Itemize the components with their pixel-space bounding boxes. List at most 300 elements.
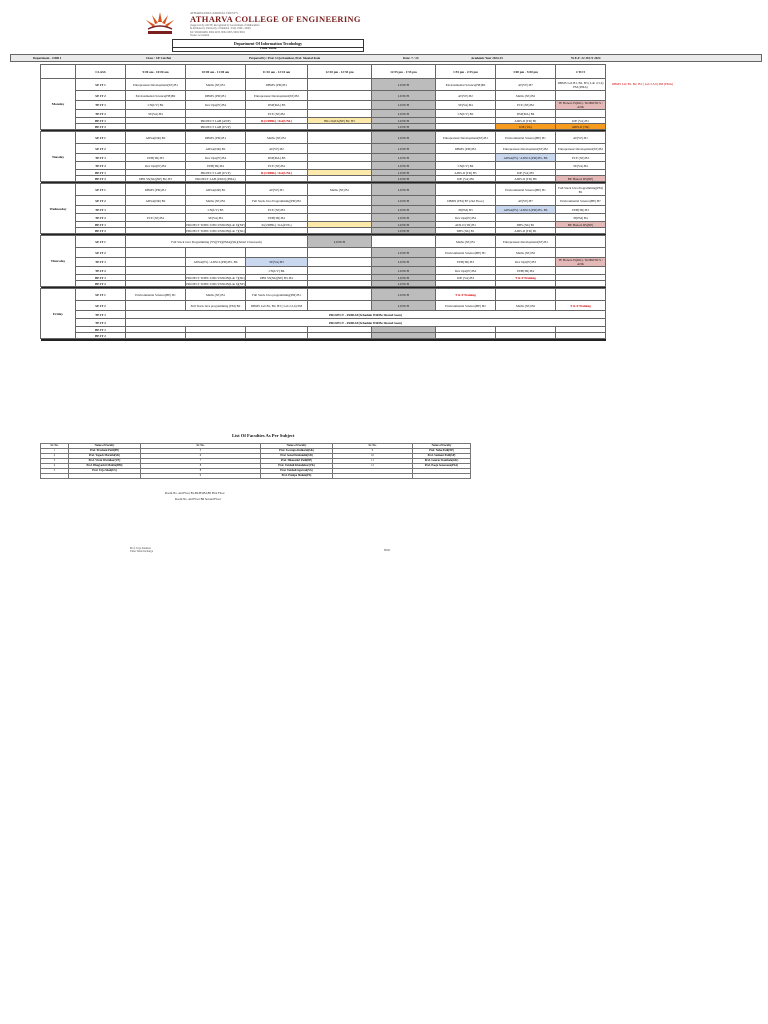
subject-cell: T & P Training <box>496 275 556 281</box>
subject-cell: Entrepreneur Development(SE) B2 <box>496 144 556 154</box>
class-cell: TE IT 2 <box>76 162 126 170</box>
time-slot-header: 10:00 am - 11:00 am <box>186 65 246 79</box>
subject-cell <box>126 267 186 275</box>
subject-cell: AT(VE) B1 <box>556 132 606 144</box>
trust-name: ATHARVA EDUCATIONAL TRUST'S <box>190 11 238 15</box>
faculty-cell: 10 <box>333 454 413 459</box>
lunch-cell: LUNCH <box>372 154 436 162</box>
timetable-row <box>41 236 606 248</box>
subject-cell: PROJECT TOPIC DISCUSSION(Lab 6)(NP) <box>186 222 245 227</box>
subject-cell <box>126 206 186 214</box>
subject-cell: Environmental Science(HE) B1 <box>496 184 556 196</box>
subject-cell: AIDS-II (TR) B5 <box>436 170 496 176</box>
faculty-cell <box>333 474 413 479</box>
subject-cell: Entrepreneur Development(SE) B1 <box>126 79 186 91</box>
timetable-row <box>41 91 606 101</box>
subject-cell: Maths (SE) B2 <box>496 91 556 101</box>
lunch-cell: LUNCH <box>372 170 436 176</box>
subject-cell <box>308 206 372 214</box>
subject-cell: SE(VA) B4 <box>436 101 496 110</box>
faculty-cell: 4 <box>41 464 69 469</box>
class-cell: SE IT 2 <box>76 196 126 206</box>
time-header-row <box>41 65 606 79</box>
subject-cell <box>496 214 556 222</box>
timetable-row <box>41 206 606 214</box>
faculty-cell: 9 <box>141 474 261 479</box>
subject-cell: EEB(TR) B3 <box>126 154 186 162</box>
faculty-cell: 1 <box>41 449 69 454</box>
timetable-row <box>41 144 606 154</box>
subject-cell: PCE (SE) B4 <box>126 214 186 222</box>
college-name: ATHARVA COLLEGE OF ENGINEERING <box>190 14 361 24</box>
subject-cell <box>308 196 372 206</box>
footer-prof-role: Time Table Incharge <box>130 550 154 553</box>
subject-cell: CN(UV) B2 <box>436 110 496 118</box>
subject-cell: PCE (SE) B3 <box>246 206 308 214</box>
semester-label: Department - ODD I <box>33 56 62 60</box>
faculty-cell: 5 <box>41 469 69 474</box>
subject-cell: Entrepreneur Development(SE) B2 <box>556 144 606 154</box>
subject-cell: IL(UDHK) / KA(UNL) <box>246 222 308 228</box>
lunch-cell: LUNCH <box>372 101 436 110</box>
subject-cell: EEB(TR) B4 <box>186 162 246 170</box>
college-logo <box>140 10 180 38</box>
subject-cell: CN(UV) B2 <box>126 101 186 110</box>
timetable-row <box>41 319 606 327</box>
subject-cell: PCE (SE) B2 <box>496 101 556 110</box>
subject-cell: Dev Ops(PJ) B4 <box>436 267 496 275</box>
subject-cell: TE Honors IS(KK) / ROBOTICS / ANK <box>556 258 606 267</box>
faculty-cell: 6 <box>141 454 261 459</box>
lunch-cell: LUNCH <box>372 267 436 275</box>
subject-cell <box>556 236 606 248</box>
time-slot-header: 9:00 am - 10:00 am <box>126 65 186 79</box>
lunch-cell: LUNCH <box>372 289 436 301</box>
lunch-cell: LUNCH <box>372 144 436 154</box>
lunch-cell: LUNCH <box>372 222 436 228</box>
subject-cell: PROJECT LAB (UKD) (PMA) <box>186 176 246 182</box>
subject-cell: DSP(MA) B3 <box>246 101 308 110</box>
subject-cell: DBS SS(SK)(NP) B2, B3 <box>126 176 186 182</box>
lunch-cell: LUNCH <box>372 301 436 311</box>
faculty-cell: Prof. Vaishali Agarwal(VA) <box>261 469 333 474</box>
lunch-cell: LUNCH <box>372 162 436 170</box>
faculty-header-cell: Name of Faculty <box>413 444 471 449</box>
subject-cell: Dev Ops(PJ) B4 <box>186 154 246 162</box>
class-cell: TE IT 1 <box>76 258 126 267</box>
lunch-cell: LUNCH <box>372 176 436 182</box>
subject-cell <box>436 184 496 196</box>
room-note-2: Room No. and Floor B6 Second Floor <box>175 497 221 501</box>
lunch-cell: LUNCH <box>372 248 436 258</box>
class-cell: TE IT 1 <box>76 101 126 110</box>
subject-cell: PCE (SE) B3 <box>556 154 606 162</box>
lunch-cell: LUNCH <box>372 281 436 287</box>
subject-cell: Maths (SE) B2 <box>186 196 246 206</box>
subject-cell: AIDS-II (TR) B1 <box>496 228 556 234</box>
day-cell: Friday <box>41 289 76 339</box>
faculty-cell: 3 <box>41 459 69 464</box>
time-slot-header: 12:10 pm - 12:55 pm <box>308 65 372 79</box>
timetable-row <box>41 289 606 301</box>
subject-cell: AIDS-II (TR) B1 <box>496 118 556 124</box>
wide-cell: PROJECT - FRIDAY(Schedule Will Be Shared Soon) <box>126 311 606 319</box>
subject-cell: T & P Training <box>556 301 606 311</box>
faculty-cell: Prof. Yogesh Maruthi(SK) <box>69 454 141 459</box>
effective-date: W.E.F: 22 JULY 2024 <box>571 56 601 60</box>
subject-cell <box>556 267 606 275</box>
faculty-header-cell: Sr. No. <box>41 444 69 449</box>
class-cell: BE IT 2 <box>76 333 126 339</box>
subject-cell: Entrepreneur Development(SE) B1 <box>436 132 496 144</box>
subject-cell: Dev Ops(PJ) B4 <box>436 214 496 222</box>
subject-cell: Maths (SE) B1 <box>436 236 496 248</box>
lunch-cell: LUNCH <box>308 236 372 248</box>
faculty-cell <box>69 474 141 479</box>
class-cell: BE IT 1 <box>76 275 126 281</box>
lunch-cell: LUNCH <box>372 214 436 222</box>
timetable-row <box>41 162 606 170</box>
subject-cell: SE(VA) B4 <box>186 214 246 222</box>
subject-cell: Environmental Science(HE) B1 <box>436 248 496 258</box>
subject-cell: Dev Ops(PJ) B4 <box>126 162 186 170</box>
subject-cell: SE(VA) B3 <box>246 258 308 267</box>
extra-slot-header: 4 TO 5 <box>556 65 606 79</box>
subject-cell: DBS (SK) B1 <box>496 222 556 228</box>
subject-cell: IOE (VA) B1 <box>556 118 606 124</box>
subject-cell <box>556 248 606 258</box>
day-cell: Wednesday <box>41 184 76 234</box>
timetable-title: Time Table <box>172 46 364 52</box>
day-cell: Monday <box>41 79 76 130</box>
subject-cell: IP(PM) B4 <box>556 214 606 222</box>
class-cell: SE IT 2 <box>76 91 126 101</box>
class-cell: BE IT 2 <box>76 176 126 182</box>
timetable-row <box>41 311 606 319</box>
subject-cell: AT(VE) B2 <box>436 91 496 101</box>
subject-cell <box>186 267 246 275</box>
class-cell: BE IT 1 <box>76 170 126 176</box>
wide-cell: Full Stack Java Programming (YS)(YS)(PMA)(SK)(Smart Classroom) <box>126 236 308 248</box>
academic-year: Academic Year 2024-25 <box>471 56 503 60</box>
subject-cell: Full Stack Java programming (PM) B2 <box>186 301 246 311</box>
info-bar <box>10 54 762 62</box>
day-separator <box>41 339 606 341</box>
faculty-row <box>41 474 471 479</box>
subject-cell: Maths (SE) B1 <box>186 79 246 91</box>
subject-cell: DBMS (PM) B2 <box>436 144 496 154</box>
subject-cell: IOE (VA) B5 <box>496 170 556 176</box>
class-cell: SE IT 1 <box>76 236 126 248</box>
day-separator-cell <box>41 339 606 341</box>
subject-cell: Full Stack Java programming(PM) B1 <box>246 289 308 301</box>
faculty-cell: Prof. Sonal Deshmukh(SD) <box>261 454 333 459</box>
subject-cell: EEB(TR) B3 <box>436 258 496 267</box>
subject-cell: Full Stack Java Programming(PM) B2 <box>246 196 308 206</box>
subject-cell <box>556 289 606 301</box>
faculty-cell: 9 <box>333 449 413 454</box>
timetable-row <box>41 101 606 110</box>
monday-extra-lab: DBMS Lab B1, B2, B3 ( Lab 2,5,6) PM (PMA) <box>612 82 674 86</box>
wide-cell: PROJECT - FRIDAY(Schedule Will Be Shared Soon) <box>126 319 606 327</box>
time-slot-header: 12:55 pm - 1:55 pm <box>372 65 436 79</box>
subject-cell: PROJECT TOPIC DISCUSSION(Lab 7)(SK) <box>186 275 245 280</box>
faculty-header-cell: Name of Faculty <box>261 444 333 449</box>
subject-cell <box>308 144 372 154</box>
subject-cell <box>246 248 308 258</box>
class-cell: BE IT 1 <box>76 222 126 228</box>
lunch-cell: LUNCH <box>372 206 436 214</box>
time-slot-header: 3:00 pm - 5:00 pm <box>496 65 556 79</box>
timetable-row <box>41 248 606 258</box>
faculty-table <box>40 443 471 479</box>
subject-cell: DBMS (PM) B1 <box>186 132 246 144</box>
class-cell: BE IT 2 <box>76 228 126 234</box>
subject-cell: Full Stack Java Programming(PM) B1 <box>556 184 606 196</box>
subject-cell <box>308 154 372 162</box>
class-cell: BE IT 1 <box>76 327 126 333</box>
subject-cell: Maths (SE) B1 <box>186 289 246 301</box>
faculty-cell <box>413 474 471 479</box>
faculty-cell: 5 <box>141 449 261 454</box>
faculty-header-cell: Sr. No. <box>333 444 413 449</box>
subject-cell: AIDS-II (TR) <box>556 124 606 130</box>
faculty-cell: 8 <box>141 469 261 474</box>
subject-cell <box>126 258 186 267</box>
subject-cell: PROJECT LAB (ANP) <box>186 118 246 124</box>
subject-cell: BE Honors DS(NP) <box>556 176 606 182</box>
subject-cell <box>496 162 556 170</box>
lunch-cell: LUNCH <box>372 124 436 130</box>
lunch-cell: LUNCH <box>372 258 436 267</box>
subject-cell <box>308 214 372 222</box>
subject-cell <box>436 154 496 162</box>
subject-cell <box>308 132 372 144</box>
lunch-cell: LUNCH <box>372 91 436 101</box>
subject-cell: DBS SS(SK)(NP) B3, B4 <box>246 275 308 281</box>
class-cell: SE IT 2 <box>76 144 126 154</box>
blank-header <box>41 65 76 79</box>
faculty-cell: Prof. Dhanashri Patil(DP) <box>261 459 333 464</box>
day-cell: Tuesday <box>41 132 76 182</box>
subject-cell <box>556 110 606 118</box>
subject-cell: ADS-II (TR) B1 <box>436 222 496 228</box>
class-cell: TE IT 2 <box>76 267 126 275</box>
lunch-cell: LUNCH <box>372 228 436 234</box>
class-cell: SE IT 2 <box>76 248 126 258</box>
faculty-cell: 8 <box>141 464 261 469</box>
date-label: Date: 7 / 24 <box>403 56 419 60</box>
subject-cell: ADSA(PS) / ADSCL(PM) B5, B6 <box>496 154 556 162</box>
timetable-row <box>41 154 606 162</box>
subject-cell: Environmental Science(HE)B2 <box>126 91 186 101</box>
subject-cell: EEB(TR) B3 <box>556 206 606 214</box>
subject-cell: Maths (SE) B1 <box>246 132 308 144</box>
subject-cell: ADSA(PS) / ADSCL(PM) B5, B6 <box>186 258 246 267</box>
subject-cell: DBMS (PM) B1 <box>126 184 186 196</box>
subject-cell: PCE (SE) B2 <box>246 110 308 118</box>
timetable-row <box>41 301 606 311</box>
subject-cell: Environmental Science(HE) B7 <box>556 196 606 206</box>
subject-cell: ADSA(DR) B2 <box>126 196 186 206</box>
subject-cell <box>308 258 372 267</box>
class-header: CLASS <box>76 65 126 79</box>
subject-cell: T & P Training <box>436 289 496 301</box>
subject-cell: DBS (SK) B1 <box>436 228 496 234</box>
footer-prof-name: Prof. Urja Kantkar <box>130 547 151 550</box>
class-label: Class : SE Cal-Bet <box>146 56 172 60</box>
subject-cell: PROJECT LAB (UVP) <box>186 124 246 130</box>
subject-cell: DBMS (PM) B1 <box>246 79 308 91</box>
faculty-cell: 11 <box>333 459 413 464</box>
class-cell: TE IT 2 <box>76 319 126 327</box>
subject-cell: ADSA(DR) B2 <box>126 132 186 144</box>
faculty-list-title: List Of Faculties As Per Subject <box>232 433 295 438</box>
subject-cell: PROJECT TOPIC DISCUSSION(Lab 6)(NP) <box>186 281 245 286</box>
subject-cell: Environmental Science(HE)B2 <box>436 79 496 91</box>
lunch-cell: LUNCH <box>372 79 436 91</box>
subject-cell <box>308 289 372 301</box>
faculty-cell: Prof. Swarupa Kulkarni(SK) <box>261 449 333 454</box>
faculty-cell: Prof. Pooja Sonawane(PSA) <box>413 464 471 469</box>
timetable-row <box>41 79 606 91</box>
subject-cell <box>308 101 372 110</box>
subject-cell: CN(UV) B4 <box>436 162 496 170</box>
faculty-cell: Prof. Pushpa Shukla(PS) <box>261 474 333 479</box>
timetable-row <box>41 196 606 206</box>
subject-cell: DBMS (PM) B7 (2nd Floor) <box>436 196 496 206</box>
subject-cell <box>308 91 372 101</box>
faculty-cell: 2 <box>41 454 69 459</box>
department-title: Department Of Information Tecnhology <box>172 39 364 48</box>
subject-cell: CN(UV) B3 <box>186 206 246 214</box>
subject-cell: TE Honors IS(KK) / ROBOTICS / ANK <box>556 101 606 110</box>
time-slot-header: 11:10 am - 12:10 am <box>246 65 308 79</box>
faculty-cell: Prof. Vivek Warulkar(VE) <box>69 459 141 464</box>
subject-cell <box>308 301 372 311</box>
subject-cell <box>308 267 372 275</box>
timetable-row <box>41 214 606 222</box>
class-cell: SE IT 1 <box>76 184 126 196</box>
faculty-cell: Prof. Gaurav Kambale(GK) <box>413 459 471 464</box>
subject-cell: AT(VE) B7 <box>496 196 556 206</box>
subject-cell: DSP(MA) B4 <box>496 110 556 118</box>
subject-cell <box>308 248 372 258</box>
faculty-cell: Prof. Vaishali Khandekar(VK) <box>261 464 333 469</box>
timetable-row <box>41 184 606 196</box>
faculty-header-cell: Sr. No. <box>141 444 261 449</box>
subject-cell <box>308 79 372 91</box>
subject-cell <box>186 110 246 118</box>
lunch-cell: LUNCH <box>372 110 436 118</box>
faculty-header-cell: Name of Faculty <box>69 444 141 449</box>
prepared-by: Prepared by: Prof. Urja Kantkar, Prof. Sheetal Kale <box>249 56 321 60</box>
class-cell: BE IT 1 <box>76 118 126 124</box>
subject-cell <box>496 289 556 301</box>
class-cell: SE IT 1 <box>76 132 126 144</box>
subject-cell: DBMS Lab B1, B2, B3 ( Lab 2,5,6) PM <box>246 301 308 311</box>
subject-cell: PROJECT TOPIC DISCUSSION(Lab 7)(SK) <box>186 228 245 233</box>
subject-cell: SE(VA) B4 <box>126 110 186 118</box>
class-cell: SE IT 1 <box>76 289 126 301</box>
college-sub-lines: (Approved by AICTE, Recognized by Government of Maharashtra & Affiliated to University of Mumbai - Estd. 1999 - 2000) Tel: 9004204406, 9004 4203, 9004 4303, 9004 3004 NAAC Accredited <box>190 24 260 37</box>
timetable-row <box>41 132 606 144</box>
subject-cell: Dev Ops(PJ) B3 <box>496 258 556 267</box>
footer-prof <box>130 547 153 553</box>
class-cell: TE IT 1 <box>76 311 126 319</box>
subject-cell: DBMS Lab B1, B2, B3 ( Lab 2,5,6) PM (PMA) <box>556 79 606 91</box>
subject-cell: PROJECT LAB (UVP) <box>186 170 246 176</box>
subject-cell: Entrepreneur Development(SE) B2 <box>246 91 308 101</box>
day-cell: Thursday <box>41 236 76 287</box>
subject-cell: Environmental Science(HE) B1 <box>496 132 556 144</box>
subject-cell: Environmental Science(HE) B2 <box>436 301 496 311</box>
subject-cell: BIG DATA(NP) B2, B3 <box>308 118 372 124</box>
subject-cell <box>126 144 186 154</box>
subject-cell: ADSA(PS) / ADSCL(PM) B5, B6 <box>496 206 556 214</box>
subject-cell: Dev Ops(PJ) B4 <box>186 101 246 110</box>
subject-cell: AIDS-II (TR) B6 <box>496 176 556 182</box>
room-note-1: Room No. and Floor B1,B2,B3,B4,B5 First Floor <box>165 491 225 495</box>
subject-cell: ADSA(DR) B2 <box>186 144 246 154</box>
subject-cell: IL(UDHK) / KA(UNL) <box>246 170 308 176</box>
subject-cell <box>308 110 372 118</box>
subject-cell: AT(VE) B7 <box>496 79 556 91</box>
subject-cell: AT(VE) B1 <box>246 184 308 196</box>
subject-cell: BE Honors DS(NP) <box>556 222 606 228</box>
subject-cell: IOE (VA) B6 <box>436 176 496 182</box>
class-cell: TE IT 2 <box>76 110 126 118</box>
timetable-grid <box>40 64 606 341</box>
subject-cell: DBMS (PM) B1 <box>186 91 246 101</box>
subject-cell: AT(VE) B2 <box>246 144 308 154</box>
subject-cell: EEB(TR) B4 <box>496 267 556 275</box>
faculty-cell <box>41 474 69 479</box>
timetable-row <box>41 258 606 267</box>
class-cell: BE IT 2 <box>76 281 126 287</box>
lunch-cell: LUNCH <box>372 196 436 206</box>
faculty-cell: Prof. Prashant Patil(PP) <box>69 449 141 454</box>
subject-cell: IOE (VA) <box>496 124 556 130</box>
subject-cell: Maths (SE) B2 <box>496 248 556 258</box>
class-cell: TE IT 1 <box>76 206 126 214</box>
subject-cell: ADSA(DR) B1 <box>186 184 246 196</box>
faculty-cell: Prof. Bhagyashri Mohite(BM) <box>69 464 141 469</box>
lunch-cell: LUNCH <box>372 184 436 196</box>
subject-cell <box>308 162 372 170</box>
subject-cell <box>556 91 606 101</box>
subject-cell <box>126 248 186 258</box>
class-cell: TE IT 2 <box>76 214 126 222</box>
subject-cell: EEB(TR) B4 <box>246 214 308 222</box>
faculty-cell: Prof. Sushant Patil(SP) <box>413 454 471 459</box>
subject-cell: IP(PM) B3 <box>436 206 496 214</box>
faculty-cell: Prof. Urja Shah(US) <box>69 469 141 474</box>
subject-cell: PCE (SE) B4 <box>246 162 308 170</box>
subject-cell: DSP(MA) B3 <box>246 154 308 162</box>
subject-cell: IOE (VA) B3 <box>436 275 496 281</box>
class-cell: TE IT 1 <box>76 154 126 162</box>
timetable-row <box>41 110 606 118</box>
time-slot-header: 1:55 pm - 2:55 pm <box>436 65 496 79</box>
subject-cell: Entrepreneur Development(SE) B1 <box>496 236 556 248</box>
timetable-row <box>41 267 606 275</box>
subject-cell <box>372 236 436 248</box>
footer-hod: HOD <box>384 549 391 552</box>
subject-cell: CN(UV) B4 <box>246 267 308 275</box>
faculty-cell: 12 <box>333 464 413 469</box>
faculty-cell: Prof. Neha Patil(NP) <box>413 449 471 454</box>
